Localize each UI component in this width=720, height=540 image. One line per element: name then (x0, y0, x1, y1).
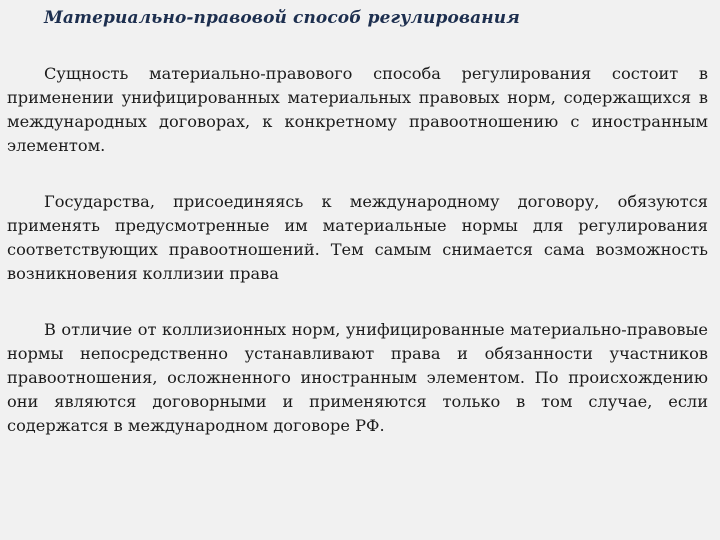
paragraph-states: Государства, присоединяясь к международному договору, обязуются применять предусмотренные им материальные нормы для регулирования соответствующих правоотношений. Тем самым снимается сама возможность возникновения коллизии права (7, 192, 708, 283)
paragraph-difference: В отличие от коллизионных норм, унифицированные материально-правовые нормы непосредственно устанавливают права и обязанности участников правоотношения, осложненного иностранным элементом. По происхождению они являются договорными и применяются только в том случае, если содержатся в международном договоре РФ. (7, 320, 708, 435)
paragraph-essence: Сущность материально-правового способа регулирования состоит в применении унифицированных материальных правовых норм, содержащихся в международных договорах, к конкретному правоотношению с иностранным элементом. (7, 64, 708, 155)
slide-title: Материально-правовой способ регулирования (44, 8, 520, 28)
